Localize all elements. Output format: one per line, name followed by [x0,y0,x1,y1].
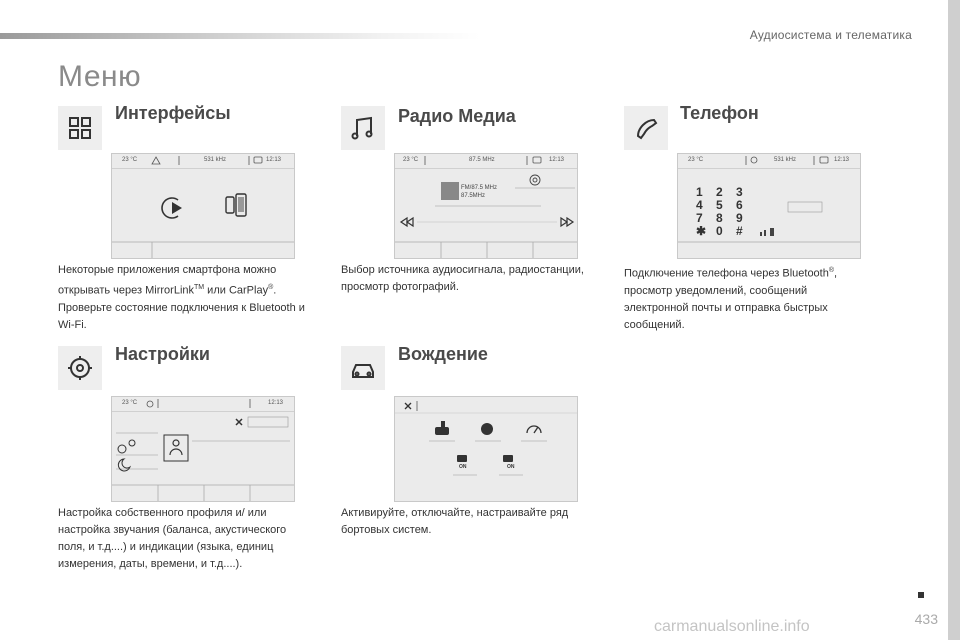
driving-description: Активируйте, отключайте, настраивайте ряд бортовых систем. [341,507,569,536]
keypad-key: ✱ [696,224,707,238]
temperature-readout: 23 °C [403,157,419,163]
settings-screen [111,396,295,502]
eco-drive-icon [481,423,493,435]
keypad-key: 0 [716,224,723,238]
frequency-readout: 531 kHz [204,157,227,163]
keypad-key: 1 [696,185,703,199]
page-title: Меню [58,60,142,93]
temperature-readout: 23 °C [122,400,138,406]
interfaces-description: Некоторые приложения смартфона можно открывать через MirrorLink™ или CarPlay®. Проверьте состояние подключения к Bluetooth и Wi-Fi. [58,264,305,331]
interfaces-grid-icon [58,106,102,150]
keypad-key: # [736,224,743,238]
page-number: 433 [914,611,938,627]
mirrorlink-icon [162,198,182,218]
phone-title: Телефон [680,103,759,123]
on-label: ON [507,464,515,470]
radio-media-description: Выбор источника аудиосигнала, радиостанции, просмотр фотографий. [341,264,584,293]
carplay-phone-icon [226,194,246,216]
warning-icon [152,157,160,164]
seek-back-icon [401,218,413,226]
screen-icon [254,157,262,163]
radio-media-note-icon [341,106,385,150]
frequency-readout: 87.5 MHz [469,157,495,163]
frequency-readout: 531 kHz [774,157,797,163]
settings-title: Настройки [115,344,210,364]
audio-settings-icon [118,440,135,453]
speed-gauge-icon [527,426,541,433]
watermark: carmanualsonline.info [654,618,810,635]
keypad-key: 5 [716,198,723,212]
time-readout: 12:13 [266,157,282,163]
temperature-readout: 23 °C [122,157,138,163]
lane-assist-icon [503,455,513,462]
time-readout: 12:13 [834,157,850,163]
section-header: Аудиосистема и телематика [749,28,912,42]
profile-icon [170,440,182,455]
keypad-key: 3 [736,185,743,199]
keypad-key: 7 [696,211,703,225]
interfaces-title: Интерфейсы [115,103,231,123]
top-gradient-bar [0,33,480,39]
temperature-readout: 23 °C [688,157,704,163]
keypad-key: 4 [696,198,703,212]
phone-handset-icon [624,106,668,150]
park-assist-icon [457,455,467,462]
right-edge-bar [948,0,960,640]
keypad-key: 2 [716,185,723,199]
phone-screen [677,153,861,259]
close-icon [236,419,242,425]
phone-description: Подключение телефона через Bluetooth®, просмотр уведомлений, сообщений электронной почты и отправка быстрых сообщений. [624,267,838,331]
page-marker [918,592,924,598]
driving-car-icon [341,346,385,390]
settings-description: Настройка собственного профиля и/ или настройка звучания (баланса, акустического поля, и т.д....) и индикации (языка, единиц измерения, даты, времени, и т.д....). [58,507,287,570]
station-name: FM/87.5 MHz [461,185,498,191]
keypad-key: 6 [736,198,743,212]
radio-wave-icon [530,175,540,185]
time-readout: 12:13 [268,400,284,406]
radio-media-title: Радио Медиа [398,106,516,126]
vehicle-assist-icon [435,421,449,435]
time-readout: 12:13 [549,157,565,163]
keypad-key: 8 [716,211,723,225]
on-label: ON [459,464,467,470]
keypad-key: 9 [736,211,743,225]
driving-title: Вождение [398,344,488,364]
seek-forward-icon [561,218,573,226]
settings-gear-icon [58,346,102,390]
station-frequency: 87.5MHz [461,193,486,199]
radio-media-screen [394,153,578,259]
close-icon [405,403,411,409]
driving-screen [394,396,578,502]
phone-keypad [696,186,760,237]
interfaces-screen [111,153,295,259]
